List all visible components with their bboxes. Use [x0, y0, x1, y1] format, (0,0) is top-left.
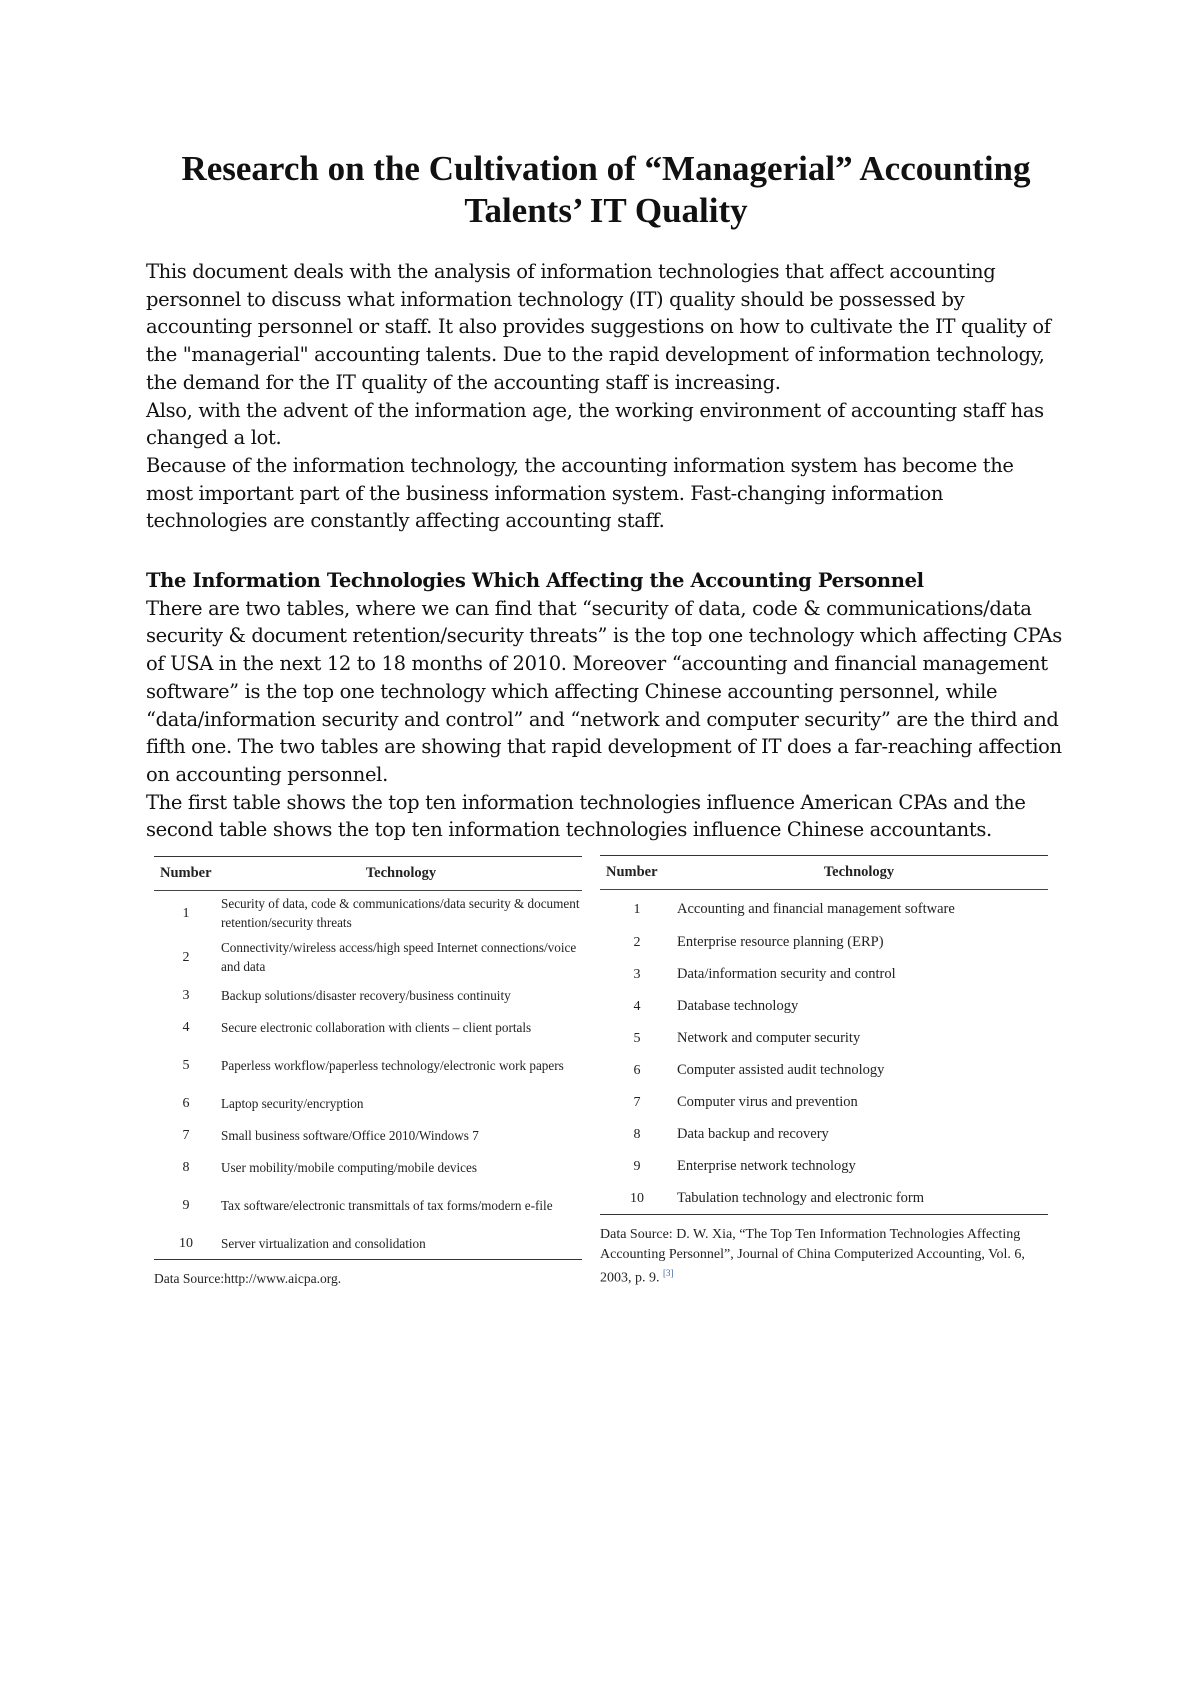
row-number: 10 — [179, 1235, 193, 1251]
table-header — [154, 857, 582, 890]
table-row — [154, 935, 582, 979]
row-number: 6 — [633, 1062, 641, 1078]
title-line-1: Research on the Cultivation of “Managerial” Accounting — [181, 149, 1031, 188]
row-number: 6 — [182, 1095, 190, 1111]
row-technology: Secure electronic collaboration with clients – client portals — [221, 1019, 532, 1035]
header-technology: Technology — [365, 865, 437, 881]
table-body — [600, 892, 1048, 1214]
table-row — [154, 1011, 582, 1043]
row-number: 3 — [633, 966, 641, 982]
table-header — [600, 856, 1048, 889]
row-technology: Small business software/Office 2010/Windows 7 — [221, 1127, 479, 1143]
header-number: Number — [160, 865, 212, 881]
section-heading: The Information Technologies Which Affecting the Accounting Personnel — [146, 569, 924, 592]
table-row — [600, 958, 1048, 990]
row-number: 9 — [182, 1197, 190, 1213]
header-technology: Technology — [823, 864, 895, 880]
row-number: 2 — [182, 949, 190, 965]
row-number: 5 — [182, 1057, 190, 1073]
table-row — [600, 990, 1048, 1022]
row-number: 2 — [633, 934, 641, 950]
table-row — [600, 892, 1048, 926]
row-technology: Connectivity/wireless access/high speed Internet connections/voice and data — [221, 940, 577, 974]
table-row — [154, 979, 582, 1011]
row-technology: Security of data, code & communications/data security & document retention/security threats — [221, 896, 580, 930]
row-number: 4 — [633, 998, 641, 1014]
row-number: 1 — [182, 905, 190, 921]
table-row — [600, 926, 1048, 958]
header-number: Number — [606, 864, 658, 880]
row-technology: Data backup and recovery — [677, 1125, 829, 1142]
row-technology: Server virtualization and consolidation — [221, 1235, 426, 1251]
row-technology: Enterprise resource planning (ERP) — [677, 933, 884, 950]
technologies-section — [146, 567, 1066, 844]
table-source — [600, 1225, 1048, 1288]
intro-paragraph-2: Also, with the advent of the information age, the working environment of accounting staff has changed a lot. — [146, 398, 1044, 450]
title-line-2: Talents’ IT Quality — [464, 191, 748, 230]
table-row — [154, 1043, 582, 1087]
row-technology: User mobility/mobile computing/mobile devices — [221, 1159, 478, 1175]
document-title — [146, 148, 1066, 232]
row-technology: Computer virus and prevention — [677, 1093, 858, 1110]
row-technology: Computer assisted audit technology — [677, 1061, 885, 1078]
table-bottom-rule — [154, 1259, 582, 1260]
intro-paragraph-3: Because of the information technology, the accounting information system has become the most important part of the business information system. Fast-changing information technologies are constantly affecting accounting staff. — [146, 453, 1014, 533]
row-technology: Accounting and financial management software — [677, 900, 955, 917]
intro-paragraph-1: This document deals with the analysis of information technologies that affect accounting personnel to discuss what information technology (IT) quality should be possessed by accounting personnel or staff. It also provides suggestions on how to cultivate the IT quality of the "managerial" accounting talents. Due to the rapid development of information technology, the demand for the IT quality of the accounting staff is increasing. — [146, 260, 1051, 394]
row-number: 7 — [182, 1127, 190, 1143]
row-technology: Paperless workflow/paperless technology/electronic work papers — [221, 1057, 564, 1073]
row-technology: Laptop security/encryption — [221, 1095, 364, 1111]
table-row — [600, 1054, 1048, 1086]
table-source-text: Data Source: D. W. Xia, “The Top Ten Information Technologies Affecting Accounting Personnel”, Journal of China Computerized Accounting, Vol. 6, 2003, p. 9. — [600, 1227, 1025, 1286]
row-number: 5 — [633, 1030, 641, 1046]
table-source: Data Source:http://www.aicpa.org. — [154, 1271, 342, 1286]
row-technology: Backup solutions/disaster recovery/business continuity — [221, 987, 511, 1003]
section-paragraph-2: The first table shows the top ten information technologies influence American CPAs and the second table shows the top ten information technologies influence Chinese accountants. — [146, 790, 1026, 842]
row-number: 8 — [633, 1126, 641, 1142]
row-technology: Enterprise network technology — [677, 1157, 856, 1174]
intro-section — [146, 258, 1066, 535]
table-row — [154, 1183, 582, 1227]
table-header-rule — [600, 889, 1048, 890]
row-number: 1 — [633, 901, 641, 917]
table-row — [154, 1087, 582, 1119]
table-us-cpas — [154, 856, 582, 1288]
table-row — [154, 1151, 582, 1183]
table-bottom-rule — [600, 1214, 1048, 1215]
table-row — [600, 1118, 1048, 1150]
table-row — [154, 1227, 582, 1259]
row-technology: Data/information security and control — [677, 965, 896, 982]
section-paragraph-1: There are two tables, where we can find that “security of data, code & communications/data security & document retention/security threats” is the top one technology which affecting CPAs of USA in the next 12 to 18 months of 2010. Moreover “accounting and financial management software” is the top one technology which affecting Chinese accounting personnel, while “data/information security and control” and “network and computer security” are the third and fifth one. The two tables are showing that rapid development of IT does a far-reaching affection on accounting personnel. — [146, 596, 1062, 786]
table-body — [154, 891, 582, 1259]
citation-link[interactable]: [3] — [663, 1268, 674, 1278]
table-row — [600, 1182, 1048, 1214]
row-number: 8 — [182, 1159, 190, 1175]
row-technology: Tabulation technology and electronic form — [677, 1189, 925, 1206]
table-row — [600, 1022, 1048, 1054]
row-number: 3 — [182, 987, 190, 1003]
table-row — [154, 1119, 582, 1151]
table-cn-accountants — [600, 855, 1048, 1288]
row-number: 7 — [633, 1094, 641, 1110]
row-technology: Network and computer security — [677, 1029, 861, 1046]
table-row — [600, 1086, 1048, 1118]
row-number: 9 — [633, 1158, 641, 1174]
row-technology: Database technology — [677, 997, 799, 1014]
table-row — [600, 1150, 1048, 1182]
row-number: 4 — [182, 1019, 190, 1035]
row-technology: Tax software/electronic transmittals of tax forms/modern e-file — [221, 1197, 553, 1213]
row-number: 10 — [630, 1190, 644, 1206]
table-row — [154, 891, 582, 935]
